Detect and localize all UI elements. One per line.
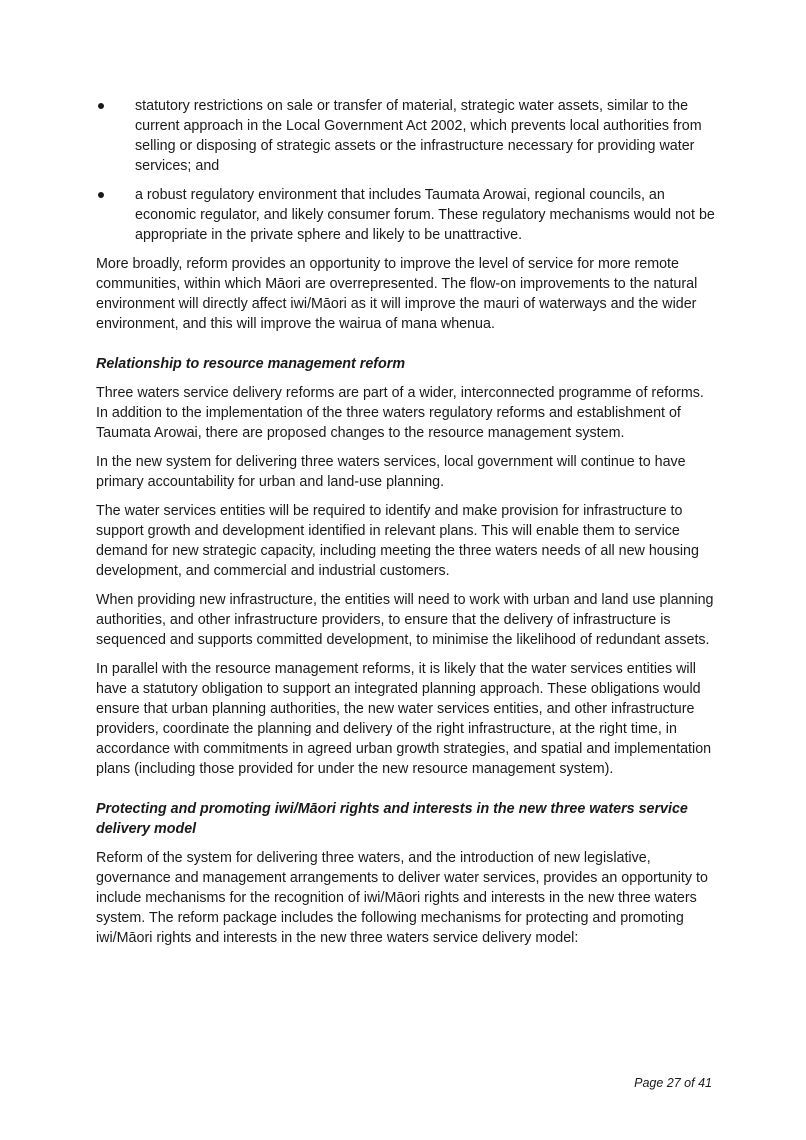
bullet-item [96,96,716,176]
bullet-text: statutory restrictions on sale or transfer of material, strategic water assets, similar to the current approach in the Local Government Act 2002, which prevents local authorities from selling or disposing of strategic assets or the infrastructure necessary for providing water services; and [135,98,702,174]
section-heading: Relationship to resource management reform [96,356,406,372]
bullet-item [96,185,716,245]
paragraph: Reform of the system for delivering three waters, and the introduction of new legislative, governance and management arrangements to deliver water services, provides an opportunity to include mechanisms for the recognition of iwi/Māori rights and interests in the new three waters system. The reform package includes the following mechanisms for protecting and promoting iwi/Māori rights and interests in the new three waters service delivery model: [96,850,708,946]
paragraph: When providing new infrastructure, the entities will need to work with urban and land use planning authorities, and other infrastructure providers, to ensure that the delivery of infrastructure is sequenced and supports committed development, to minimise the likelihood of redundant assets. [96,592,714,648]
bullet-icon [98,192,104,198]
paragraph: In parallel with the resource management reforms, it is likely that the water services entities will have a statutory obligation to support an integrated planning approach. These obligations would ensure that urban planning authorities, the new water services entities, and other infrastructure providers, coordinate the planning and delivery of the right infrastructure, at the right time, in accordance with commitments in agreed urban growth strategies, and spatial and implementation plans (including those provided for under the new resource management system). [96,661,712,777]
section-heading: Protecting and promoting iwi/Māori rights and interests in the new three waters service delivery model [96,801,688,837]
paragraph: Three waters service delivery reforms are part of a wider, interconnected programme of reforms. In addition to the implementation of the three waters regulatory reforms and establishment of Taumata Arowai, there are proposed changes to the resource management system. [96,385,704,441]
paragraph: The water services entities will be required to identify and make provision for infrastructure to support growth and development identified in relevant plans. This will enable them to service demand for new strategic capacity, including meeting the three waters needs of all new housing development, and commercial and industrial customers. [96,503,699,579]
bullet-text: a robust regulatory environment that includes Taumata Arowai, regional councils, an economic regulator, and likely consumer forum. These regulatory mechanisms would not be appropriate in the private sphere and likely to be unattractive. [135,187,715,243]
paragraph: More broadly, reform provides an opportunity to improve the level of service for more remote communities, within which Māori are overrepresented. The flow-on improvements to the natural environment will directly affect iwi/Māori as it will improve the mauri of waterways and the wider environment, and this will improve the wairua of mana whenua. [96,256,698,332]
page-number: Page 27 of 41 [634,1076,712,1090]
bullet-icon [98,103,104,109]
bullet-list [96,96,716,245]
paragraph: In the new system for delivering three waters services, local government will continue to have primary accountability for urban and land-use planning. [96,454,686,490]
document-page [96,96,716,957]
